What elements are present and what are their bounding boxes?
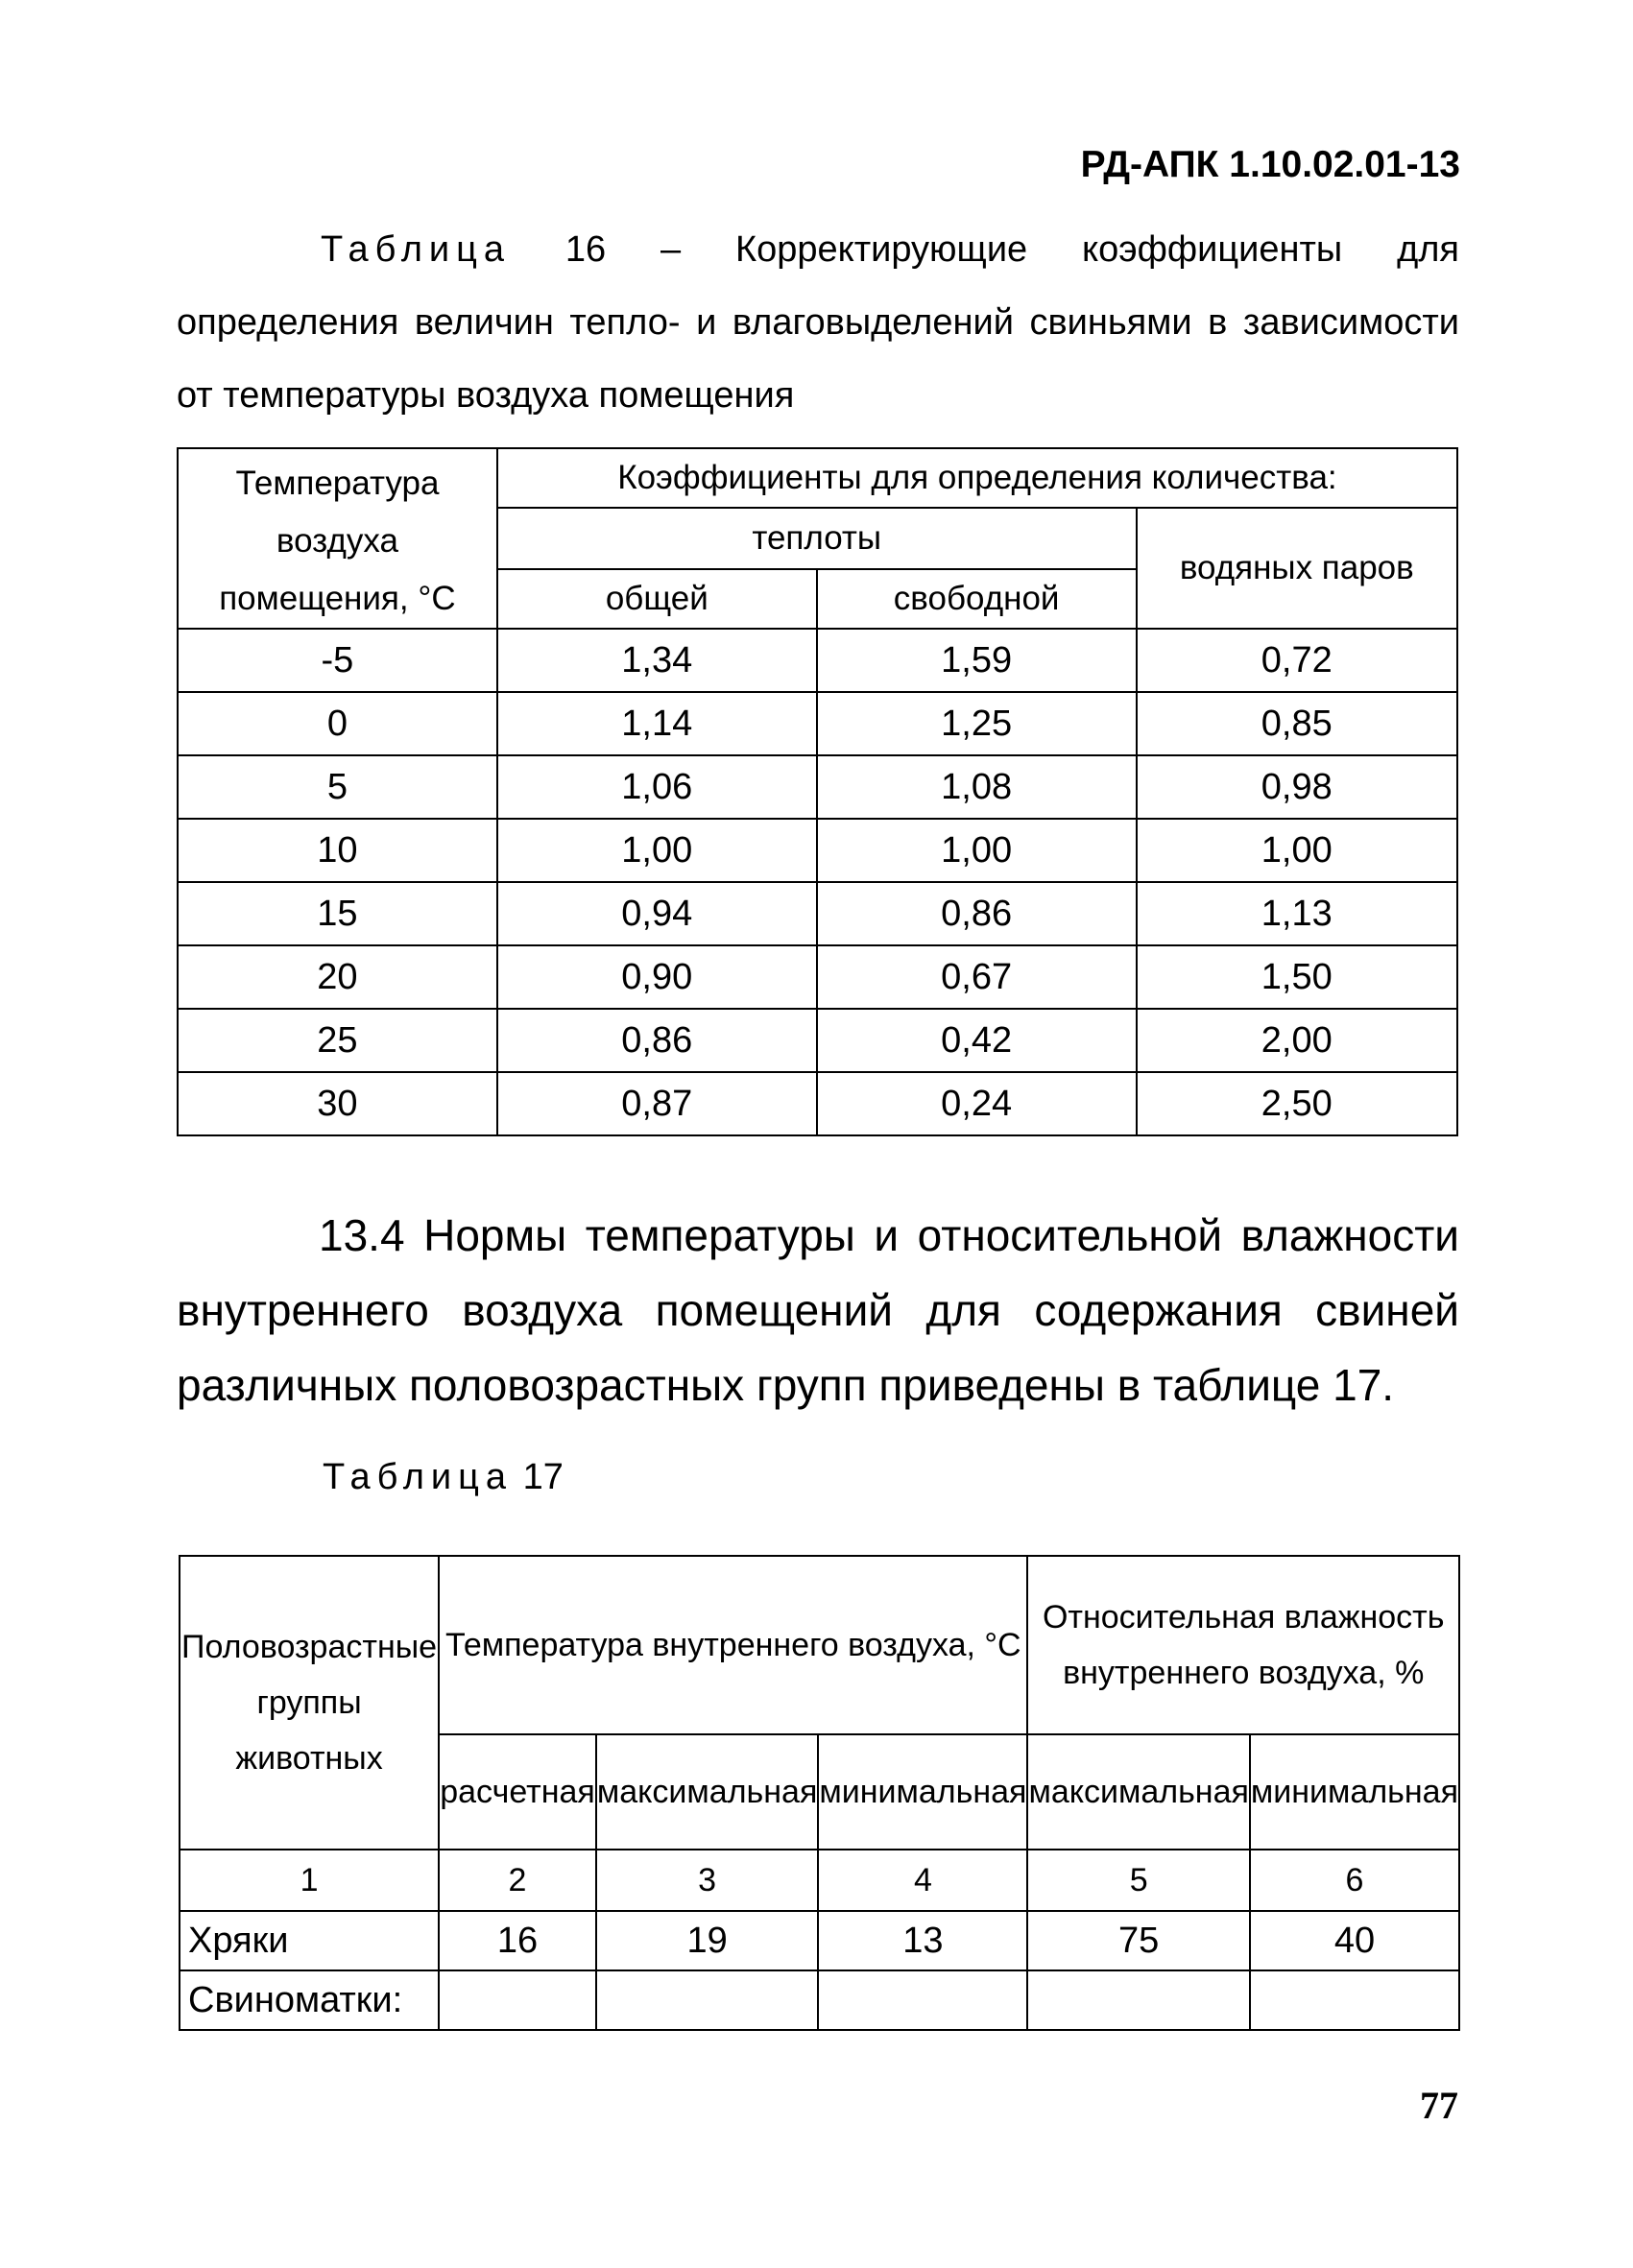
header-relative-humidity: Относительная влажность внутреннего воздуха, % xyxy=(1027,1556,1459,1734)
table17-caption xyxy=(323,1457,564,1498)
cell-max-humidity xyxy=(1027,1970,1249,2030)
table-row xyxy=(180,1970,1459,2030)
cell-total: 1,34 xyxy=(497,629,817,692)
cell-total: 0,86 xyxy=(497,1009,817,1072)
header-heat: теплоты xyxy=(497,508,1137,569)
table-row xyxy=(178,882,1457,945)
cell-vapor: 2,00 xyxy=(1137,1009,1457,1072)
cell-min-temp: 13 xyxy=(818,1911,1027,1970)
table-label: Таблица xyxy=(323,1457,513,1497)
document-code: РД-АПК 1.10.02.01-13 xyxy=(1080,144,1460,185)
cell-vapor: 0,72 xyxy=(1137,629,1457,692)
header-max-temp: максимальная xyxy=(596,1734,818,1850)
header-temperature: Температура воздуха помещения, °С xyxy=(178,448,497,629)
cell-vapor: 2,50 xyxy=(1137,1072,1457,1135)
cell-free: 0,42 xyxy=(817,1009,1137,1072)
cell-total: 1,00 xyxy=(497,819,817,882)
column-number: 4 xyxy=(818,1850,1027,1911)
column-numbers-row xyxy=(180,1850,1459,1911)
cell-total: 1,06 xyxy=(497,755,817,819)
cell-temperature: 10 xyxy=(178,819,497,882)
cell-free: 1,08 xyxy=(817,755,1137,819)
table-row xyxy=(178,692,1457,755)
cell-vapor: 1,50 xyxy=(1137,945,1457,1009)
header-total: общей xyxy=(497,569,817,629)
table-row xyxy=(180,1911,1459,1970)
header-calc: расчетная xyxy=(439,1734,596,1850)
table17-number: 17 xyxy=(522,1457,564,1497)
column-number: 1 xyxy=(180,1850,439,1911)
cell-min-humidity xyxy=(1250,1970,1459,2030)
cell-group: Хряки xyxy=(180,1911,439,1970)
header-groups: Половозрастные группы животных xyxy=(180,1556,439,1850)
table-row xyxy=(178,819,1457,882)
header-max-humidity: максимальная xyxy=(1027,1734,1249,1850)
cell-free: 1,00 xyxy=(817,819,1137,882)
cell-max-temp xyxy=(596,1970,818,2030)
cell-temperature: -5 xyxy=(178,629,497,692)
cell-calc xyxy=(439,1970,596,2030)
table-row xyxy=(178,755,1457,819)
cell-max-temp: 19 xyxy=(596,1911,818,1970)
cell-free: 0,24 xyxy=(817,1072,1137,1135)
column-number: 2 xyxy=(439,1850,596,1911)
cell-free: 1,25 xyxy=(817,692,1137,755)
cell-temperature: 5 xyxy=(178,755,497,819)
cell-total: 0,94 xyxy=(497,882,817,945)
cell-group: Свиноматки: xyxy=(180,1970,439,2030)
cell-calc: 16 xyxy=(439,1911,596,1970)
table-row xyxy=(178,1072,1457,1135)
cell-max-humidity: 75 xyxy=(1027,1911,1249,1970)
header-min-humidity: минимальная xyxy=(1250,1734,1459,1850)
header-min-temp: минимальная xyxy=(818,1734,1027,1850)
column-number: 6 xyxy=(1250,1850,1459,1911)
cell-temperature: 15 xyxy=(178,882,497,945)
cell-vapor: 0,98 xyxy=(1137,755,1457,819)
cell-vapor: 1,00 xyxy=(1137,819,1457,882)
column-number: 3 xyxy=(596,1850,818,1911)
cell-temperature: 0 xyxy=(178,692,497,755)
table-row xyxy=(178,945,1457,1009)
cell-vapor: 0,85 xyxy=(1137,692,1457,755)
cell-temperature: 20 xyxy=(178,945,497,1009)
table-label: Таблица xyxy=(321,229,511,270)
table16-caption xyxy=(177,213,1459,432)
header-coefficients: Коэффициенты для определения количества: xyxy=(497,448,1457,508)
section-13-4-paragraph: 13.4 Нормы температуры и относительной влажности внутреннего воздуха помещений для содержания свиней различных половозрастных групп приведены в таблице 17. xyxy=(177,1210,1459,1410)
cell-vapor: 1,13 xyxy=(1137,882,1457,945)
cell-temperature: 25 xyxy=(178,1009,497,1072)
cell-total: 0,87 xyxy=(497,1072,817,1135)
column-number: 5 xyxy=(1027,1850,1249,1911)
header-free: свободной xyxy=(817,569,1137,629)
cell-total: 0,90 xyxy=(497,945,817,1009)
page-number: 77 xyxy=(1420,2084,1458,2127)
header-water-vapor: водяных паров xyxy=(1137,508,1457,629)
table16 xyxy=(177,447,1458,1136)
header-inner-temperature: Температура внутреннего воздуха, °С xyxy=(439,1556,1027,1734)
cell-min-humidity: 40 xyxy=(1250,1911,1459,1970)
table-row xyxy=(178,629,1457,692)
table16-title: 16 – Корректирующие коэффициенты для определения величин тепло- и влаговыделений свиньями в зависимости от температуры воздуха помещения xyxy=(177,229,1459,416)
cell-free: 0,67 xyxy=(817,945,1137,1009)
cell-free: 0,86 xyxy=(817,882,1137,945)
cell-total: 1,14 xyxy=(497,692,817,755)
table-row xyxy=(178,1009,1457,1072)
cell-min-temp xyxy=(818,1970,1027,2030)
cell-free: 1,59 xyxy=(817,629,1137,692)
cell-temperature: 30 xyxy=(178,1072,497,1135)
table17 xyxy=(179,1555,1460,2031)
